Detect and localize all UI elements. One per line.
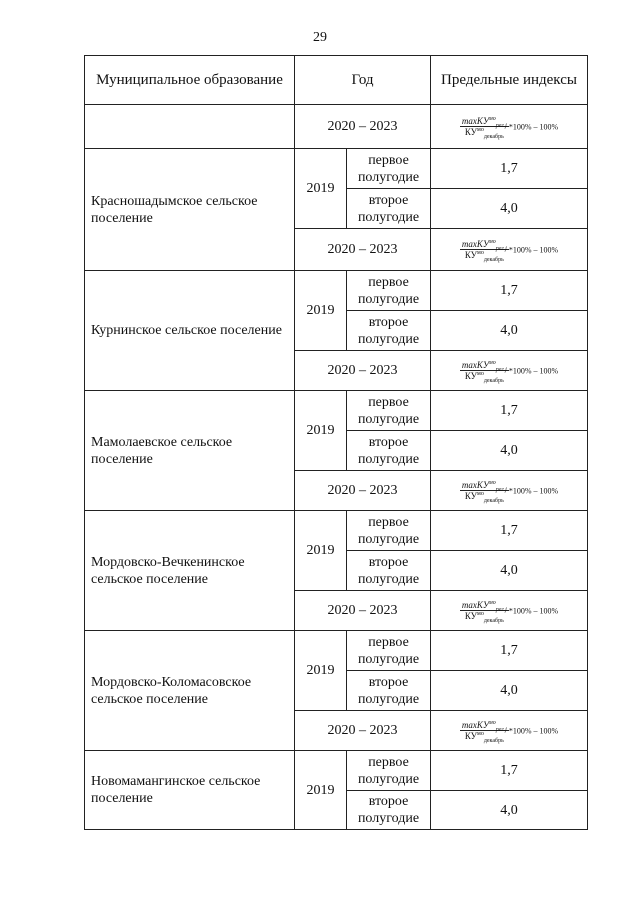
formula-numerator: maxKУ$^{мо}_{рег.j}$ [461, 359, 507, 373]
page-number: 29 [313, 30, 327, 45]
index-value: 4,0 [431, 431, 588, 471]
index-value: 4,0 [431, 551, 588, 591]
half-year-label: первое полугодие [347, 511, 431, 551]
year-cell: 2019 [295, 511, 347, 591]
formula-tail: *100% – 100% [508, 726, 559, 735]
half-year-label: второе полугодие [347, 551, 431, 591]
year-cell: 2019 [295, 271, 347, 351]
formula-denominator: $КУ^{мо}_{декабрь}$ [464, 370, 504, 384]
index-value: 1,7 [431, 271, 588, 311]
half-year-label: второе полугодие [347, 671, 431, 711]
index-value: 1,7 [431, 391, 588, 431]
municipality-name: Мордовско-Вечкенинское сельское поселение [85, 511, 295, 631]
formula-numerator: maxKУ$^{мо}_{рег.j}$ [461, 238, 507, 252]
half-year-label: второе полугодие [347, 431, 431, 471]
half-year-label: первое полугодие [347, 391, 431, 431]
year-range-cell: 2020 – 2023 [295, 711, 431, 751]
half-year-label: первое полугодие [347, 149, 431, 189]
formula-denominator: $КУ^{мо}_{декабрь}$ [464, 249, 504, 263]
index-value: 1,7 [431, 751, 588, 791]
formula-fraction [460, 480, 509, 502]
formula-numerator: maxKУ$^{мо}_{рег.j}$ [461, 599, 507, 613]
tariff-index-table [84, 55, 588, 830]
formula-tail: *100% – 100% [508, 245, 559, 254]
table-row [85, 751, 588, 791]
half-year-label: второе полугодие [347, 311, 431, 351]
formula-cell [431, 471, 588, 511]
table-row [85, 511, 588, 551]
index-value: 4,0 [431, 311, 588, 351]
year-range-cell: 2020 – 2023 [295, 471, 431, 511]
table-row [85, 105, 588, 149]
half-year-label: второе полугодие [347, 791, 431, 830]
formula-denominator: $КУ^{мо}_{декабрь}$ [464, 730, 504, 744]
year-cell: 2019 [295, 631, 347, 711]
table-row [85, 149, 588, 189]
year-range-cell: 2020 – 2023 [295, 105, 431, 149]
index-value: 1,7 [431, 149, 588, 189]
index-value: 4,0 [431, 791, 588, 830]
half-year-label: первое полугодие [347, 751, 431, 791]
formula-tail: *100% – 100% [508, 606, 559, 615]
header-municipality: Муниципальное образование [85, 56, 295, 105]
formula-fraction [460, 720, 509, 742]
formula-cell [431, 591, 588, 631]
formula-fraction [460, 239, 509, 261]
header-index: Предельные индексы [431, 56, 588, 105]
header-row [85, 56, 588, 105]
index-value: 4,0 [431, 671, 588, 711]
formula-tail: *100% – 100% [508, 486, 559, 495]
formula-numerator: maxKУ$^{мо}_{рег.j}$ [461, 479, 507, 493]
half-year-label: первое полугодие [347, 631, 431, 671]
formula-tail: *100% – 100% [508, 122, 559, 131]
formula-denominator: $КУ^{мо}_{декабрь}$ [464, 610, 504, 624]
formula-cell [431, 229, 588, 271]
year-cell: 2019 [295, 751, 347, 830]
municipality-name: Мамолаевское сельское поселение [85, 391, 295, 511]
year-range-cell: 2020 – 2023 [295, 229, 431, 271]
municipality-name: Красношадымское сельское поселение [85, 149, 295, 271]
index-value: 1,7 [431, 631, 588, 671]
formula-fraction [460, 360, 509, 382]
formula-tail: *100% – 100% [508, 366, 559, 375]
formula-fraction [460, 600, 509, 622]
year-cell: 2019 [295, 391, 347, 471]
table-row [85, 271, 588, 311]
half-year-label: второе полугодие [347, 189, 431, 229]
year-range-cell: 2020 – 2023 [295, 591, 431, 631]
municipality-name: Курнинское сельское поселение [85, 271, 295, 391]
formula-fraction [460, 116, 509, 138]
formula-numerator: maxKУ$^{мо}_{рег.j}$ [461, 719, 507, 733]
header-year: Год [295, 56, 431, 105]
half-year-label: первое полугодие [347, 271, 431, 311]
formula-denominator: $КУ^{мо}_{декабрь}$ [464, 126, 504, 140]
municipality-name: Новомамангинское сельское поселение [85, 751, 295, 830]
table-row [85, 391, 588, 431]
empty-cell [85, 105, 295, 149]
municipality-name: Мордовско-Коломасовское сельское поселение [85, 631, 295, 751]
formula-numerator: maxKУ$^{мо}_{рег.j}$ [461, 115, 507, 129]
formula-cell [431, 711, 588, 751]
formula-cell [431, 105, 588, 149]
formula-denominator: $КУ^{мо}_{декабрь}$ [464, 490, 504, 504]
year-cell: 2019 [295, 149, 347, 229]
year-range-cell: 2020 – 2023 [295, 351, 431, 391]
table-row [85, 631, 588, 671]
index-value: 1,7 [431, 511, 588, 551]
formula-cell [431, 351, 588, 391]
index-value: 4,0 [431, 189, 588, 229]
